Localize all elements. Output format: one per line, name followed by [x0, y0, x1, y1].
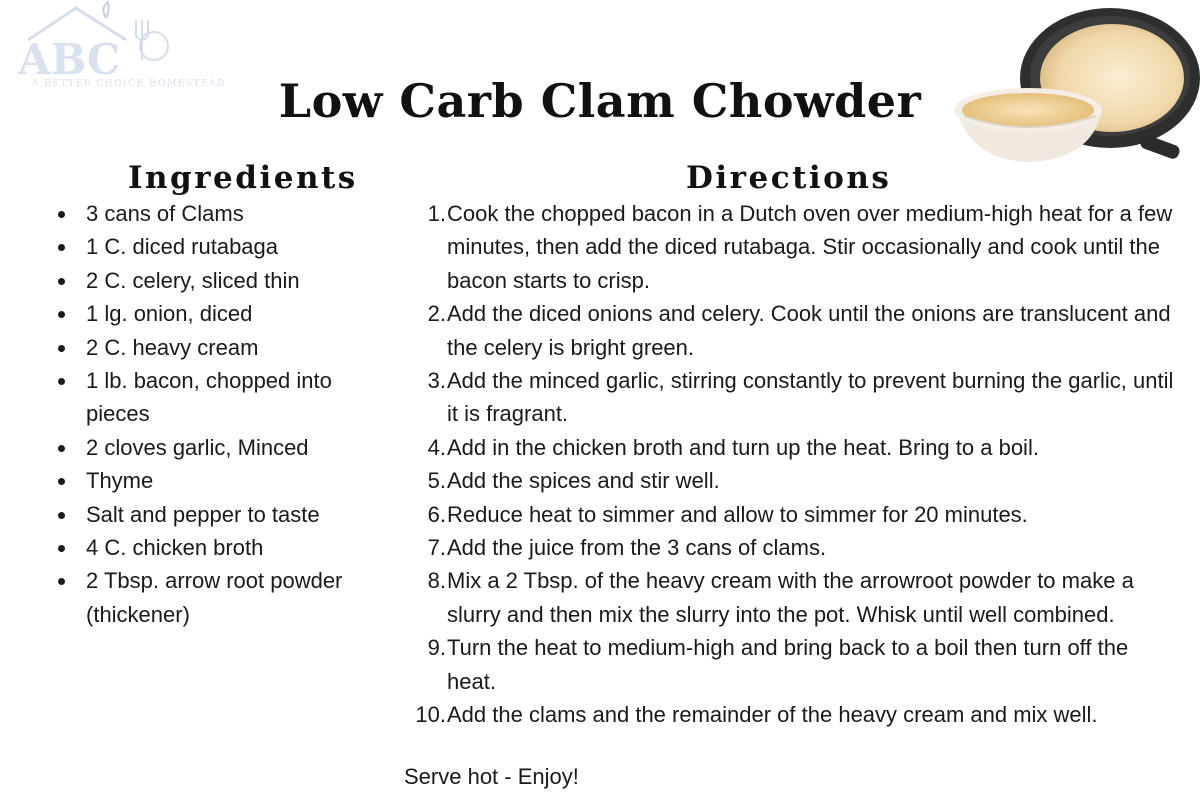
direction-step [410, 197, 1180, 297]
direction-step [410, 564, 1180, 631]
step-number: 9. [427, 635, 446, 661]
step-number: 5. [427, 468, 446, 494]
ingredient-item: 1 lg. onion, diced [56, 297, 386, 330]
direction-step [410, 498, 1180, 531]
ingredients-list [56, 197, 386, 631]
step-number: 1. [427, 201, 446, 226]
step-number: 6. [427, 501, 446, 527]
step-number: 3. [427, 368, 446, 394]
step-text: Add in the chicken broth and turn up the heat. Bring to a boil. [447, 434, 1039, 460]
ingredient-item: 4 C. chicken broth [56, 531, 386, 564]
direction-step [410, 364, 1180, 431]
step-number: 2. [427, 301, 446, 327]
direction-step [410, 431, 1180, 464]
ingredient-item: 2 C. heavy cream [56, 331, 386, 364]
direction-step [410, 297, 1180, 364]
direction-step [410, 698, 1180, 731]
ingredient-item: 2 cloves garlic, Minced [56, 431, 386, 464]
ingredient-item: 1 lb. bacon, chopped into pieces [56, 364, 386, 431]
step-text: Add the juice from the 3 cans of clams. [447, 535, 827, 561]
logo-letters: ABC [18, 35, 121, 84]
direction-step [410, 531, 1180, 564]
step-number: 7. [427, 535, 446, 561]
ingredient-item: 2 C. celery, sliced thin [56, 264, 386, 297]
ingredient-item: 3 cans of Clams [56, 197, 386, 230]
directions-heading: Directions [686, 160, 892, 196]
serving-note: Serve hot - Enjoy! [404, 764, 579, 789]
step-text: Add the diced onions and celery. Cook until the onions are translucent and the celery is bright green. [447, 301, 1171, 360]
step-text: Add the clams and the remainder of the heavy cream and mix well. [447, 702, 1098, 728]
step-text: Turn the heat to medium-high and bring back to a boil then turn off the heat. [447, 635, 1129, 694]
step-text: Reduce heat to simmer and allow to simmer for 20 minutes. [447, 501, 1028, 527]
directions-list [410, 197, 1180, 732]
step-number: 4. [427, 434, 446, 460]
direction-step [410, 464, 1180, 497]
step-text: Add the minced garlic, stirring constantly to prevent burning the garlic, until it is fragrant. [447, 368, 1174, 427]
ingredient-item: Thyme [56, 464, 386, 497]
step-number: 8. [427, 568, 446, 594]
ingredients-heading: Ingredients [128, 160, 358, 196]
step-text: Mix a 2 Tbsp. of the heavy cream with the arrowroot powder to make a slurry and then mix the slurry into the pot. Whisk until well combined. [447, 568, 1134, 627]
step-number: 10. [415, 702, 446, 728]
recipe-title: Low Carb Clam Chowder [278, 74, 922, 128]
step-text: Add the spices and stir well. [447, 468, 720, 494]
ingredient-item: 1 C. diced rutabaga [56, 230, 386, 263]
step-text: Cook the chopped bacon in a Dutch oven over medium-high heat for a few minutes, then add the diced rutabaga. Stir occasionally and cook until the bacon starts to crisp. [447, 201, 1173, 293]
logo-tagline: A BETTER CHOICE HOMESTEAD [32, 79, 226, 89]
direction-step [410, 631, 1180, 698]
ingredient-item: 2 Tbsp. arrow root powder (thickener) [56, 564, 386, 631]
ingredient-item: Salt and pepper to taste [56, 498, 386, 531]
